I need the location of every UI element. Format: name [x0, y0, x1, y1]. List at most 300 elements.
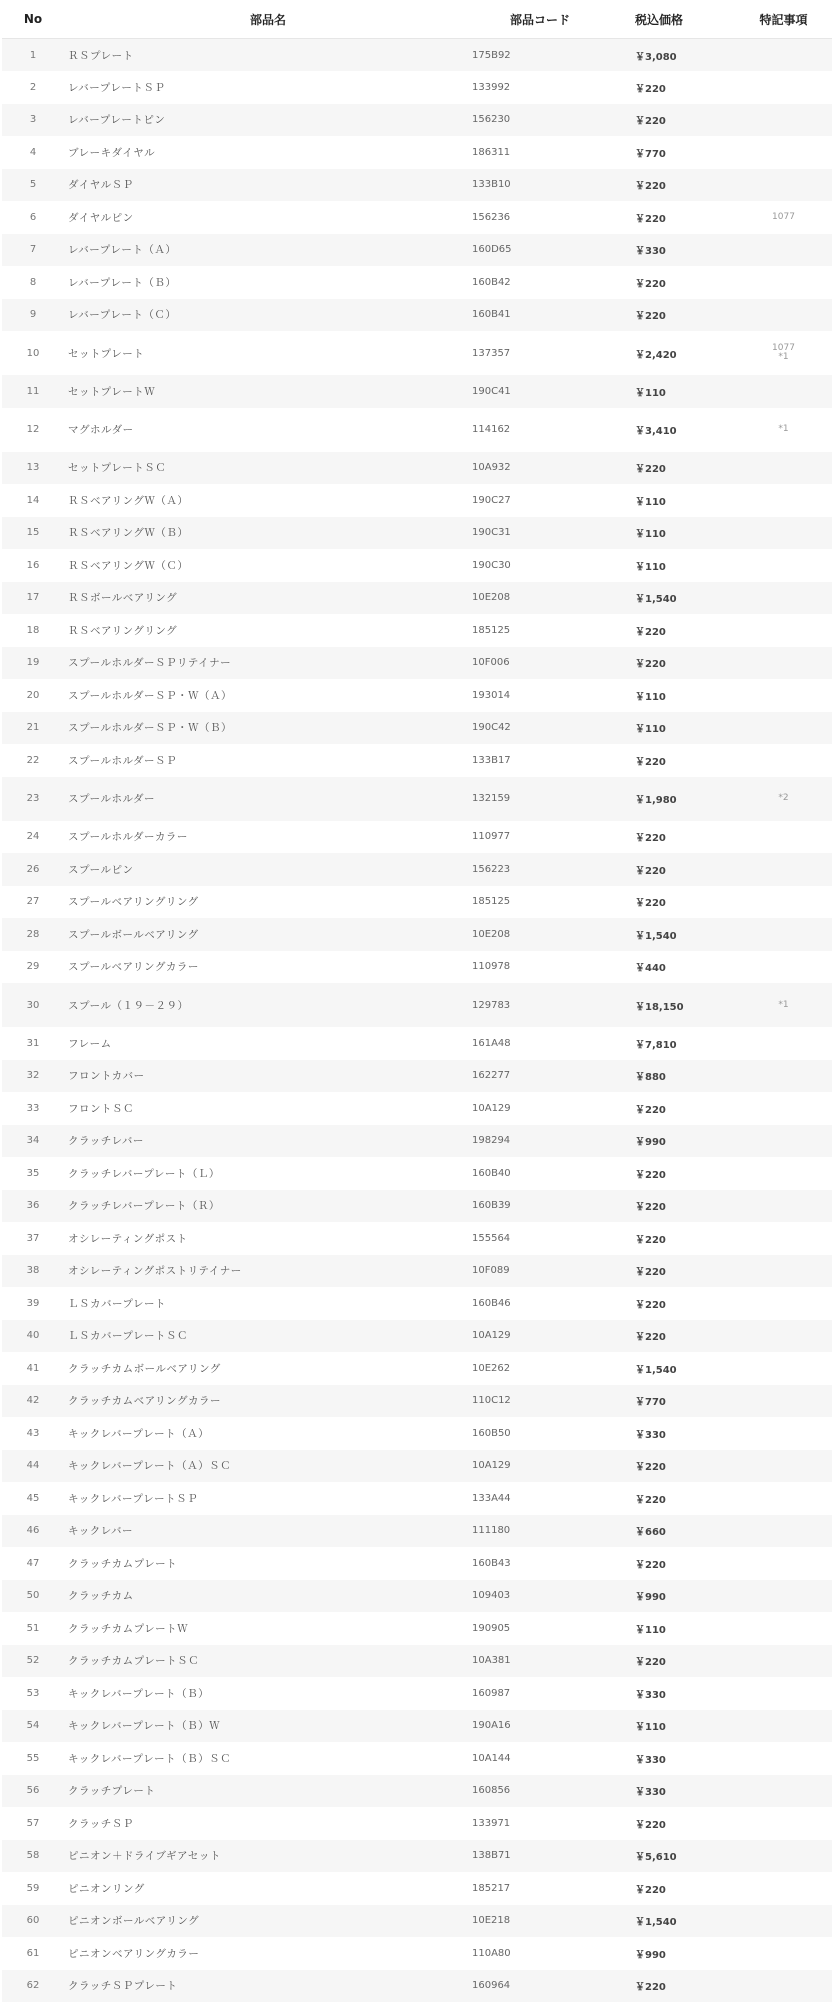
part-name: スプールホルダーＳＰ・Ｗ（Ｂ）: [64, 712, 472, 745]
part-name: クラッチカムプレートＷ: [64, 1612, 472, 1645]
table-row: [2, 1320, 832, 1353]
part-note-line: 1077: [735, 344, 832, 353]
part-code: 10F089: [472, 1255, 615, 1288]
part-price: ￥1,540: [615, 1905, 735, 1938]
part-note: [735, 614, 832, 647]
part-price: ￥18,150: [615, 983, 735, 1027]
table-row: [2, 1710, 832, 1743]
part-price: ￥220: [615, 886, 735, 919]
part-number: 45: [2, 1482, 64, 1515]
part-name: スプールホルダーＳＰ: [64, 744, 472, 777]
part-name: クラッチプレート: [64, 1775, 472, 1808]
part-name: レバープレートＳＰ: [64, 71, 472, 104]
part-number: 62: [2, 1970, 64, 2002]
part-number: 24: [2, 821, 64, 854]
part-name: フロントカバー: [64, 1060, 472, 1093]
part-code: 162277: [472, 1060, 615, 1093]
part-name: ＲＳベアリングＷ（Ｂ）: [64, 517, 472, 550]
table-row: [2, 886, 832, 919]
part-number: 2: [2, 71, 64, 104]
part-price: ￥440: [615, 951, 735, 984]
part-price: ￥220: [615, 647, 735, 680]
table-header: [2, 0, 832, 39]
part-price: ￥110: [615, 712, 735, 745]
part-number: 19: [2, 647, 64, 680]
part-number: 28: [2, 918, 64, 951]
table-row: [2, 1775, 832, 1808]
part-name: キックレバープレートＳＰ: [64, 1482, 472, 1515]
part-name: クラッチＳＰ: [64, 1807, 472, 1840]
part-note: [735, 375, 832, 408]
part-note: [735, 712, 832, 745]
part-code: 186311: [472, 136, 615, 169]
table-row: [2, 744, 832, 777]
part-number: 13: [2, 452, 64, 485]
part-number: 37: [2, 1222, 64, 1255]
part-price: ￥110: [615, 517, 735, 550]
part-price: ￥1,540: [615, 582, 735, 615]
part-price: ￥220: [615, 1482, 735, 1515]
part-code: 155564: [472, 1222, 615, 1255]
part-name: スプールホルダーＳＰ・Ｗ（Ａ）: [64, 679, 472, 712]
part-code: 132159: [472, 777, 615, 821]
table-row: [2, 1352, 832, 1385]
part-note: [735, 821, 832, 854]
part-number: 4: [2, 136, 64, 169]
part-code: 160D65: [472, 234, 615, 267]
part-number: 50: [2, 1580, 64, 1613]
part-number: 55: [2, 1742, 64, 1775]
part-note: [735, 1060, 832, 1093]
part-note: [735, 39, 832, 72]
part-code: 161A48: [472, 1027, 615, 1060]
part-name: ＲＳベアリングＷ（Ａ）: [64, 484, 472, 517]
part-number: 9: [2, 299, 64, 332]
part-code: 129783: [472, 983, 615, 1027]
part-price: ￥110: [615, 484, 735, 517]
part-price: ￥1,540: [615, 1352, 735, 1385]
part-note: [735, 1450, 832, 1483]
part-name: クラッチレバー: [64, 1125, 472, 1158]
part-price: ￥330: [615, 1742, 735, 1775]
part-note: [735, 1417, 832, 1450]
part-code: 160987: [472, 1677, 615, 1710]
part-note: [735, 452, 832, 485]
part-note: [735, 299, 832, 332]
part-name: クラッチカムプレートＳＣ: [64, 1645, 472, 1678]
part-number: 7: [2, 234, 64, 267]
part-number: 33: [2, 1092, 64, 1125]
part-name: ピニオンボールベアリング: [64, 1905, 472, 1938]
part-number: 1: [2, 39, 64, 72]
part-code: 160B43: [472, 1547, 615, 1580]
part-note: [735, 517, 832, 550]
table-row: [2, 299, 832, 332]
part-number: 57: [2, 1807, 64, 1840]
part-code: 133B17: [472, 744, 615, 777]
table-row: [2, 375, 832, 408]
table-row: [2, 777, 832, 821]
part-name: スプールボールベアリング: [64, 918, 472, 951]
part-price: ￥990: [615, 1580, 735, 1613]
part-note: [735, 1352, 832, 1385]
part-code: 160B39: [472, 1190, 615, 1223]
part-note: [735, 1645, 832, 1678]
part-code: 110C12: [472, 1385, 615, 1418]
part-code: 10E208: [472, 582, 615, 615]
part-note: [735, 1937, 832, 1970]
part-price: ￥990: [615, 1937, 735, 1970]
part-price: ￥770: [615, 1385, 735, 1418]
part-number: 10: [2, 331, 64, 375]
part-price: ￥220: [615, 744, 735, 777]
part-code: 190C42: [472, 712, 615, 745]
table-row: [2, 1742, 832, 1775]
part-number: 8: [2, 266, 64, 299]
part-note: [735, 1710, 832, 1743]
part-number: 59: [2, 1872, 64, 1905]
table-row: [2, 234, 832, 267]
part-name: ＲＳプレート: [64, 39, 472, 72]
part-number: 27: [2, 886, 64, 919]
table-row: [2, 201, 832, 234]
part-name: セットプレートＳＣ: [64, 452, 472, 485]
part-note: [735, 1190, 832, 1223]
part-note: [735, 679, 832, 712]
part-price: ￥220: [615, 1157, 735, 1190]
table-row: [2, 39, 832, 72]
part-number: 29: [2, 951, 64, 984]
part-code: 190A16: [472, 1710, 615, 1743]
part-price: ￥220: [615, 452, 735, 485]
part-number: 56: [2, 1775, 64, 1808]
part-note: [735, 1547, 832, 1580]
part-code: 10A129: [472, 1450, 615, 1483]
part-name: レバープレート（Ｂ）: [64, 266, 472, 299]
part-number: 47: [2, 1547, 64, 1580]
part-number: 46: [2, 1515, 64, 1548]
part-code: 160964: [472, 1970, 615, 2002]
part-code: 111180: [472, 1515, 615, 1548]
part-note: [735, 647, 832, 680]
header-no: No: [2, 0, 64, 39]
part-price: ￥220: [615, 1320, 735, 1353]
part-name: セットプレート: [64, 331, 472, 375]
table-row: [2, 1482, 832, 1515]
table-row: [2, 1092, 832, 1125]
part-price: ￥1,540: [615, 918, 735, 951]
table-row: [2, 169, 832, 202]
part-note: [735, 582, 832, 615]
part-price: ￥1,980: [615, 777, 735, 821]
part-name: キックレバープレート（Ａ）: [64, 1417, 472, 1450]
part-code: 156223: [472, 853, 615, 886]
part-price: ￥110: [615, 1710, 735, 1743]
part-price: ￥220: [615, 1190, 735, 1223]
part-code: 137357: [472, 331, 615, 375]
part-note: [735, 1515, 832, 1548]
table-row: [2, 918, 832, 951]
part-note: [735, 266, 832, 299]
part-name: クラッチカムベアリングカラー: [64, 1385, 472, 1418]
table-row: [2, 1060, 832, 1093]
part-note: [735, 1027, 832, 1060]
part-name: キックレバープレート（Ｂ）Ｗ: [64, 1710, 472, 1743]
part-note: [735, 744, 832, 777]
table-row: [2, 1190, 832, 1223]
part-price: ￥220: [615, 1255, 735, 1288]
part-note: [735, 1840, 832, 1873]
table-row: [2, 1612, 832, 1645]
part-note: [735, 136, 832, 169]
table-row: [2, 1450, 832, 1483]
part-note: [735, 1385, 832, 1418]
part-code: 175B92: [472, 39, 615, 72]
part-number: 30: [2, 983, 64, 1027]
table-row: [2, 1937, 832, 1970]
part-name: レバープレート（Ａ）: [64, 234, 472, 267]
part-number: 42: [2, 1385, 64, 1418]
part-price: ￥990: [615, 1125, 735, 1158]
part-number: 52: [2, 1645, 64, 1678]
part-note: [735, 1677, 832, 1710]
part-name: スプールピン: [64, 853, 472, 886]
part-price: ￥110: [615, 1612, 735, 1645]
part-price: ￥660: [615, 1515, 735, 1548]
part-name: ブレーキダイヤル: [64, 136, 472, 169]
part-number: 11: [2, 375, 64, 408]
part-name: クラッチＳＰプレート: [64, 1970, 472, 2002]
part-price: ￥220: [615, 1872, 735, 1905]
part-number: 34: [2, 1125, 64, 1158]
table-row: [2, 1872, 832, 1905]
part-note: [735, 1482, 832, 1515]
part-code: 160B42: [472, 266, 615, 299]
part-note: [735, 104, 832, 137]
part-name: クラッチレバープレート（Ｒ）: [64, 1190, 472, 1223]
part-note: [735, 1775, 832, 1808]
table-row: [2, 517, 832, 550]
part-note: [735, 1807, 832, 1840]
table-row: [2, 1287, 832, 1320]
table-row: [2, 853, 832, 886]
table-row: [2, 1157, 832, 1190]
part-price: ￥5,610: [615, 1840, 735, 1873]
part-note: 1077: [735, 201, 832, 234]
part-name: スプールホルダーカラー: [64, 821, 472, 854]
part-name: ダイヤルＳＰ: [64, 169, 472, 202]
part-price: ￥110: [615, 549, 735, 582]
part-note: [735, 71, 832, 104]
part-number: 16: [2, 549, 64, 582]
part-number: 26: [2, 853, 64, 886]
part-note: [735, 169, 832, 202]
table-row: [2, 1970, 832, 2002]
part-number: 38: [2, 1255, 64, 1288]
part-code: 138B71: [472, 1840, 615, 1873]
table-row: [2, 1547, 832, 1580]
part-code: 133B10: [472, 169, 615, 202]
part-name: レバープレートピン: [64, 104, 472, 137]
part-number: 14: [2, 484, 64, 517]
part-price: ￥220: [615, 1807, 735, 1840]
part-price: ￥220: [615, 169, 735, 202]
part-price: ￥220: [615, 266, 735, 299]
part-price: ￥220: [615, 614, 735, 647]
part-code: 185217: [472, 1872, 615, 1905]
part-number: 54: [2, 1710, 64, 1743]
part-name: スプール（１９－２９）: [64, 983, 472, 1027]
table-row: [2, 712, 832, 745]
part-code: 160B46: [472, 1287, 615, 1320]
part-code: 10E208: [472, 918, 615, 951]
part-price: ￥220: [615, 71, 735, 104]
part-price: ￥880: [615, 1060, 735, 1093]
part-price: ￥220: [615, 1450, 735, 1483]
part-note: [735, 886, 832, 919]
part-code: 198294: [472, 1125, 615, 1158]
part-code: 160856: [472, 1775, 615, 1808]
part-number: 32: [2, 1060, 64, 1093]
part-price: ￥2,420: [615, 331, 735, 375]
part-code: 109403: [472, 1580, 615, 1613]
part-code: 193014: [472, 679, 615, 712]
table-row: [2, 1580, 832, 1613]
part-price: ￥110: [615, 679, 735, 712]
part-number: 60: [2, 1905, 64, 1938]
part-code: 10A129: [472, 1320, 615, 1353]
part-code: 156230: [472, 104, 615, 137]
part-note: [735, 549, 832, 582]
table-row: [2, 331, 832, 375]
part-note: *2: [735, 777, 832, 821]
part-name: クラッチカム: [64, 1580, 472, 1613]
part-code: 160B40: [472, 1157, 615, 1190]
header-notes: 特記事項: [735, 0, 832, 39]
part-number: 18: [2, 614, 64, 647]
header-part-code: 部品コード: [472, 0, 615, 39]
part-code: 156236: [472, 201, 615, 234]
table-row: [2, 1677, 832, 1710]
part-price: ￥7,810: [615, 1027, 735, 1060]
part-name: フロントＳＣ: [64, 1092, 472, 1125]
table-row: [2, 452, 832, 485]
part-note: [735, 484, 832, 517]
table-row: [2, 1125, 832, 1158]
part-code: 10A932: [472, 452, 615, 485]
part-code: 185125: [472, 886, 615, 919]
part-code: 10A129: [472, 1092, 615, 1125]
part-number: 15: [2, 517, 64, 550]
part-number: 3: [2, 104, 64, 137]
table-row: [2, 821, 832, 854]
part-number: 12: [2, 408, 64, 452]
part-price: ￥110: [615, 375, 735, 408]
part-price: ￥330: [615, 1417, 735, 1450]
part-name: クラッチカムボールベアリング: [64, 1352, 472, 1385]
part-number: 31: [2, 1027, 64, 1060]
part-note: *1: [735, 983, 832, 1027]
table-row: [2, 614, 832, 647]
part-name: ＲＳベアリングリング: [64, 614, 472, 647]
table-row: [2, 136, 832, 169]
part-name: スプールベアリングカラー: [64, 951, 472, 984]
header-part-name: 部品名: [64, 0, 472, 39]
part-number: 35: [2, 1157, 64, 1190]
part-code: 160B41: [472, 299, 615, 332]
part-code: 10F006: [472, 647, 615, 680]
part-name: フレーム: [64, 1027, 472, 1060]
part-name: ＲＳボールベアリング: [64, 582, 472, 615]
part-note: [735, 1580, 832, 1613]
part-name: マグホルダー: [64, 408, 472, 452]
part-number: 41: [2, 1352, 64, 1385]
part-name: キックレバープレート（Ｂ）: [64, 1677, 472, 1710]
part-number: 43: [2, 1417, 64, 1450]
part-price: ￥330: [615, 1775, 735, 1808]
part-name: ＲＳベアリングＷ（Ｃ）: [64, 549, 472, 582]
part-price: ￥220: [615, 821, 735, 854]
part-note: [735, 951, 832, 984]
table-row: [2, 484, 832, 517]
part-code: 110977: [472, 821, 615, 854]
table-row: [2, 1385, 832, 1418]
part-number: 17: [2, 582, 64, 615]
table-row: [2, 1222, 832, 1255]
part-code: 10A381: [472, 1645, 615, 1678]
part-name: クラッチカムプレート: [64, 1547, 472, 1580]
table-row: [2, 951, 832, 984]
part-note: [735, 1287, 832, 1320]
part-note: [735, 1320, 832, 1353]
part-code: 160B50: [472, 1417, 615, 1450]
part-price: ￥220: [615, 201, 735, 234]
part-price: ￥220: [615, 299, 735, 332]
part-note: [735, 1970, 832, 2002]
part-code: 10E262: [472, 1352, 615, 1385]
part-name: キックレバー: [64, 1515, 472, 1548]
part-code: 133A44: [472, 1482, 615, 1515]
part-name: ＬＳカバープレート: [64, 1287, 472, 1320]
part-name: セットプレートＷ: [64, 375, 472, 408]
parts-table: [2, 0, 832, 2002]
part-number: 6: [2, 201, 64, 234]
part-name: ピニオン＋ドライブギアセット: [64, 1840, 472, 1873]
part-price: ￥330: [615, 234, 735, 267]
table-row: [2, 647, 832, 680]
part-name: キックレバープレート（Ｂ）ＳＣ: [64, 1742, 472, 1775]
part-price: ￥220: [615, 1092, 735, 1125]
part-note: [735, 1612, 832, 1645]
part-note: [735, 234, 832, 267]
part-price: ￥220: [615, 1645, 735, 1678]
part-name: ピニオンリング: [64, 1872, 472, 1905]
part-name: オシレーティングポストリテイナー: [64, 1255, 472, 1288]
part-code: 133992: [472, 71, 615, 104]
part-code: 110978: [472, 951, 615, 984]
part-note: [735, 1872, 832, 1905]
part-code: 190C31: [472, 517, 615, 550]
table-row: [2, 679, 832, 712]
part-code: 190C27: [472, 484, 615, 517]
parts-table-container: [2, 0, 832, 2002]
part-number: 44: [2, 1450, 64, 1483]
table-row: [2, 549, 832, 582]
part-number: 22: [2, 744, 64, 777]
part-note: [735, 1125, 832, 1158]
part-note: [735, 331, 832, 375]
part-code: 185125: [472, 614, 615, 647]
